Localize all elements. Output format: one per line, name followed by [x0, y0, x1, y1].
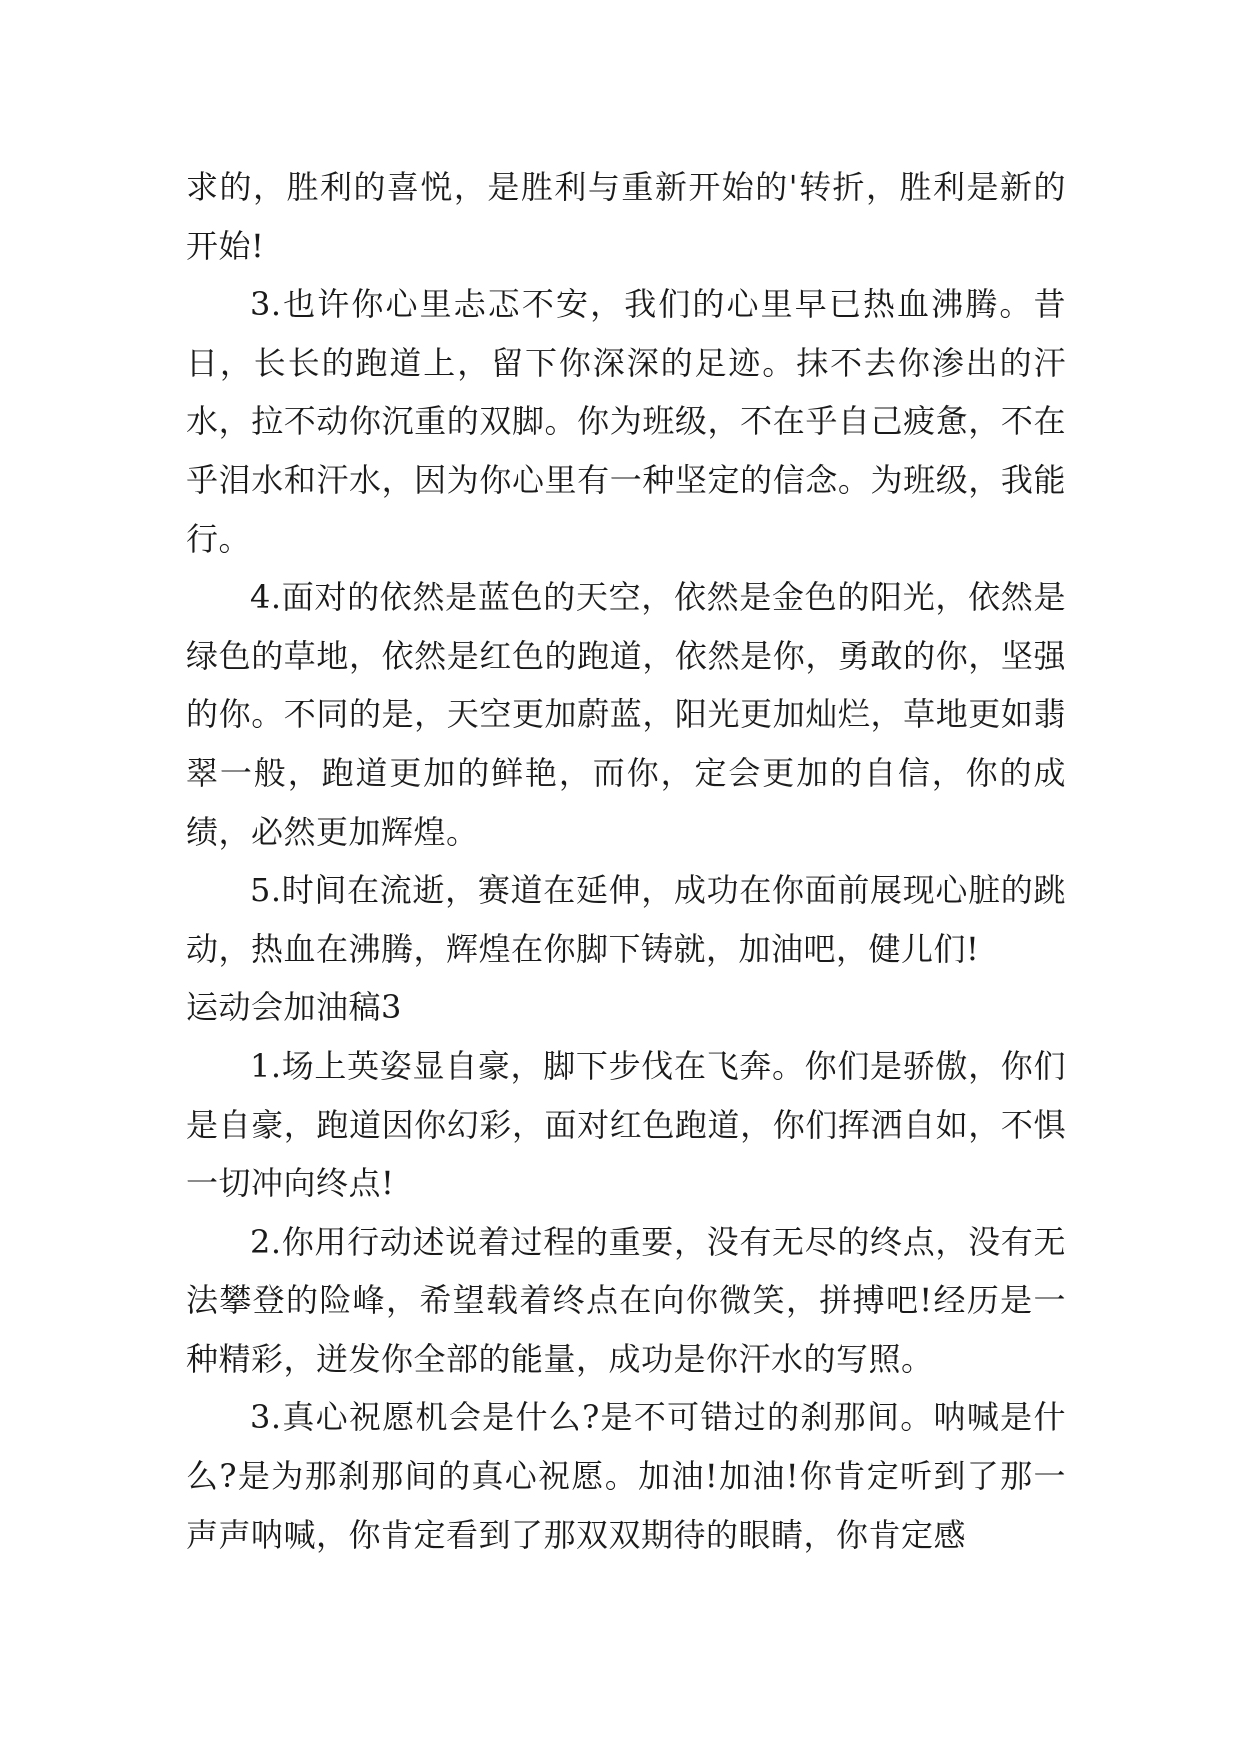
paragraph-item-3b: 3.真心祝愿机会是什么?是不可错过的刹那间。呐喊是什么?是为那刹那间的真心祝愿。加油!加油!你肯定听到了那一声声呐喊，你肯定看到了那双双期待的眼睛，你肯定感: [186, 1398, 1066, 1554]
paragraph-item-3: 3.也许你心里忐忑不安，我们的心里早已热血沸腾。昔日，长长的跑道上，留下你深深的足迹。抹不去你渗出的汗水，拉不动你沉重的双脚。你为班级，不在乎自己疲惫，不在乎泪水和汗水，因为你心里有一种坚定的信念。为班级，我能行。: [186, 285, 1066, 558]
section-heading: 运动会加油稿3: [186, 988, 402, 1027]
paragraph-item-5: 5.时间在流逝，赛道在延伸，成功在你面前展现心脏的跳动，热血在沸腾，辉煌在你脚下铸就，加油吧，健儿们!: [186, 871, 1066, 968]
document-body: [186, 158, 1066, 1564]
paragraph-item-2: 2.你用行动述说着过程的重要，没有无尽的终点，没有无法攀登的险峰，希望载着终点在向你微笑，拼搏吧!经历是一种精彩，迸发你全部的能量，成功是你汗水的写照。: [186, 1222, 1066, 1378]
paragraph-continuation: 求的，胜利的喜悦，是胜利与重新开始的'转折，胜利是新的开始!: [186, 168, 1066, 265]
paragraph-item-1: 1.场上英姿显自豪，脚下步伐在飞奔。你们是骄傲，你们是自豪，跑道因你幻彩，面对红色跑道，你们挥洒自如，不惧一切冲向终点!: [186, 1046, 1066, 1203]
paragraph-item-4: 4.面对的依然是蓝色的天空，依然是金色的阳光，依然是绿色的草地，依然是红色的跑道，依然是你，勇敢的你，坚强的你。不同的是，天空更加蔚蓝，阳光更加灿烂，草地更如翡翠一般，跑道更加的鲜艳，而你，定会更加的自信，你的成绩，必然更加辉煌。: [186, 578, 1066, 851]
